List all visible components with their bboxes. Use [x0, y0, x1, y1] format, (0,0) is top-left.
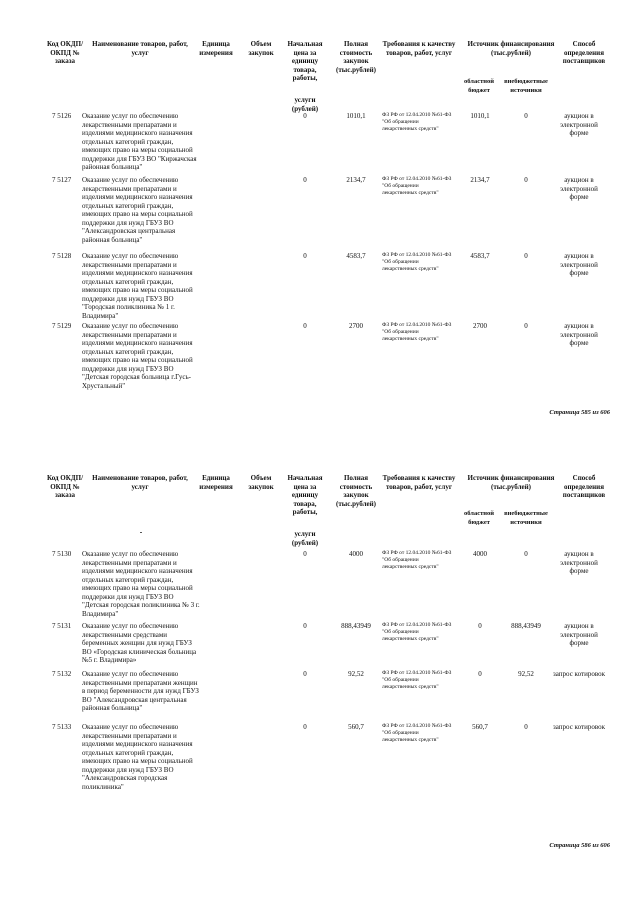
- row-name: Оказание услуг по обеспечению лекарственными препаратами и изделиями медицинского назначения отдельных категорий граждан, имеющих право на меры социальной поддержки для ГБУЗ ВО "Киржачская районная больница": [82, 112, 197, 171]
- row-extra: 0: [524, 252, 528, 260]
- row-regional: 0: [478, 622, 482, 630]
- header-volume: Объем закупок: [248, 474, 274, 491]
- header-name: Наименование товаров, работ, услуг: [92, 40, 188, 57]
- page-footer: Страница 586 из 606: [549, 842, 610, 849]
- row-regional: 1010,1: [470, 112, 490, 120]
- row-code: 7 5133: [52, 723, 72, 731]
- row-requirements: ФЗ РФ от 12.04.2010 №61-ФЗ "Об обращении лекарственных средств": [382, 670, 452, 690]
- row-code: 7 5126: [52, 112, 72, 120]
- header-total-cost: Полная стоимость закупок (тыс.рублей): [335, 40, 377, 74]
- row-total: 2134,7: [346, 176, 366, 184]
- row-price: 0: [303, 622, 307, 630]
- row-name: Оказание услуг по обеспечению лекарственными препаратами и изделиями медицинского назначения отдельных категорий граждан, имеющих право на меры социальной поддержки для нужд ГБУЗ ВО "Городская поликлиника № 1 г. Владимира": [82, 252, 193, 320]
- header-unit: Единица измерения: [199, 474, 233, 491]
- row-regional: 2700: [473, 322, 487, 330]
- header-method: Способ определения поставщиков: [562, 40, 606, 65]
- header-initial-price-services: услуги (рублей): [291, 530, 319, 547]
- row-method: аукцион в электронной форме: [560, 622, 598, 647]
- row-price: 0: [303, 723, 307, 731]
- header-initial-price-services: услуги (рублей): [291, 96, 319, 113]
- row-price: 0: [303, 252, 307, 260]
- header-code: Код ОКДП/ ОКПД № заказа: [46, 40, 84, 65]
- row-method: аукцион в электронной форме: [560, 112, 598, 137]
- page-footer: Страница 585 из 606: [549, 409, 610, 416]
- row-name: Оказание услуг по обеспечению лекарственными препаратами и изделиями медицинского назначения отдельных категорий граждан, имеющих право на меры социальной поддержки для нужд ГБУЗ ВО "Александровская городская поликлиника": [82, 723, 193, 791]
- row-regional: 560,7: [472, 723, 488, 731]
- row-extra: 0: [524, 176, 528, 184]
- header-funding: Источник финансирования (тыс.рублей): [467, 474, 555, 491]
- row-code: 7 5128: [52, 252, 72, 260]
- row-price: 0: [303, 176, 307, 184]
- row-extra: 0: [524, 550, 528, 558]
- row-total: 4000: [349, 550, 363, 558]
- row-requirements: ФЗ РФ от 12.04.2010 №61-ФЗ "Об обращении лекарственных средств": [382, 550, 452, 570]
- header-funding-extra: внебюджетные источники: [504, 510, 548, 526]
- row-name: Оказание услуг по обеспечению лекарственными препаратами и изделиями медицинского назначения отдельных категорий граждан, имеющих право на меры социальной поддержки для нужд ГБУЗ ВО "Детская городская поликлиника № 3 г. Владимира": [82, 550, 200, 618]
- row-requirements: ФЗ РФ от 12.04.2010 №61-ФЗ "Об обращении лекарственных средств": [382, 622, 452, 642]
- header-code: Код ОКДП/ ОКПД № заказа: [46, 474, 84, 499]
- row-regional: 4583,7: [470, 252, 490, 260]
- row-code: 7 5130: [52, 550, 72, 558]
- row-name: Оказание услуг по обеспечению лекарственными средствами беременных женщин для нужд ГБУЗ ВО «Городская клиническая больница №5 г. Владимира»: [82, 622, 197, 664]
- header-funding: Источник финансирования (тыс.рублей): [467, 40, 555, 57]
- row-code: 7 5127: [52, 176, 72, 184]
- row-regional: 2134,7: [470, 176, 490, 184]
- header-funding-extra: внебюджетные источники: [504, 78, 548, 94]
- row-method: запрос котировок: [553, 723, 605, 731]
- row-regional: 4000: [473, 550, 487, 558]
- header-volume: Объем закупок: [248, 40, 274, 57]
- row-extra: 0: [524, 112, 528, 120]
- row-requirements: ФЗ РФ от 12.04.2010 №61-ФЗ "Об обращении лекарственных средств": [382, 176, 452, 196]
- header-initial-price: Начальная цена за единицу товара, работы,: [287, 40, 323, 82]
- row-total: 92,52: [348, 670, 364, 678]
- row-extra: 0: [524, 322, 528, 330]
- row-regional: 0: [478, 670, 482, 678]
- row-method: аукцион в электронной форме: [560, 550, 598, 575]
- row-extra: 92,52: [518, 670, 534, 678]
- row-extra: 888,43949: [511, 622, 541, 630]
- row-price: 0: [303, 550, 307, 558]
- row-method: запрос котировок: [553, 670, 605, 678]
- row-requirements: ФЗ РФ от 12.04.2010 №61-ФЗ "Об обращении лекарственных средств": [382, 112, 452, 132]
- header-funding-regional: областной бюджет: [463, 510, 495, 526]
- header-initial-price: Начальная цена за единицу товара, работы,: [287, 474, 323, 516]
- row-method: аукцион в электронной форме: [560, 176, 598, 201]
- row-total: 560,7: [348, 723, 364, 731]
- row-total: 2700: [349, 322, 363, 330]
- row-total: 4583,7: [346, 252, 366, 260]
- row-code: 7 5129: [52, 322, 72, 330]
- row-requirements: ФЗ РФ от 12.04.2010 №61-ФЗ "Об обращении лекарственных средств": [382, 723, 452, 743]
- row-name: Оказание услуг по обеспечению лекарственными препаратами женщин в период беременности для нужд ГБУЗ ВО "Александровская центральная районная больница": [82, 670, 199, 712]
- row-total: 888,43949: [341, 622, 371, 630]
- row-price: 0: [303, 112, 307, 120]
- row-name: Оказание услуг по обеспечению лекарственными препаратами и изделиями медицинского назначения отдельных категорий граждан, имеющих право на меры социальной поддержки для нужд ГБУЗ ВО "Александровская центральная районная больница": [82, 176, 193, 244]
- header-requirements: Требования к качеству товаров, работ, услуг: [382, 40, 456, 57]
- row-code: 7 5132: [52, 670, 72, 678]
- scan-mark: [140, 532, 142, 533]
- row-code: 7 5131: [52, 622, 72, 630]
- row-total: 1010,1: [346, 112, 366, 120]
- row-method: аукцион в электронной форме: [560, 252, 598, 277]
- row-name: Оказание услуг по обеспечению лекарственными препаратами и изделиями медицинского назначения отдельных категорий граждан, имеющих право на меры социальной поддержки для нужд ГБУЗ ВО "Детская городская больница г.Гусь-Хрустальный": [82, 322, 193, 390]
- header-requirements: Требования к качеству товаров, работ, услуг: [382, 474, 456, 491]
- header-method: Способ определения поставщиков: [562, 474, 606, 499]
- row-extra: 0: [524, 723, 528, 731]
- row-price: 0: [303, 322, 307, 330]
- row-requirements: ФЗ РФ от 12.04.2010 №61-ФЗ "Об обращении лекарственных средств": [382, 322, 452, 342]
- row-method: аукцион в электронной форме: [560, 322, 598, 347]
- header-unit: Единица измерения: [199, 40, 233, 57]
- header-name: Наименование товаров, работ, услуг: [92, 474, 188, 491]
- row-requirements: ФЗ РФ от 12.04.2010 №61-ФЗ "Об обращении лекарственных средств": [382, 252, 452, 272]
- header-funding-regional: областной бюджет: [463, 78, 495, 94]
- header-total-cost: Полная стоимость закупок (тыс.рублей): [335, 474, 377, 508]
- row-price: 0: [303, 670, 307, 678]
